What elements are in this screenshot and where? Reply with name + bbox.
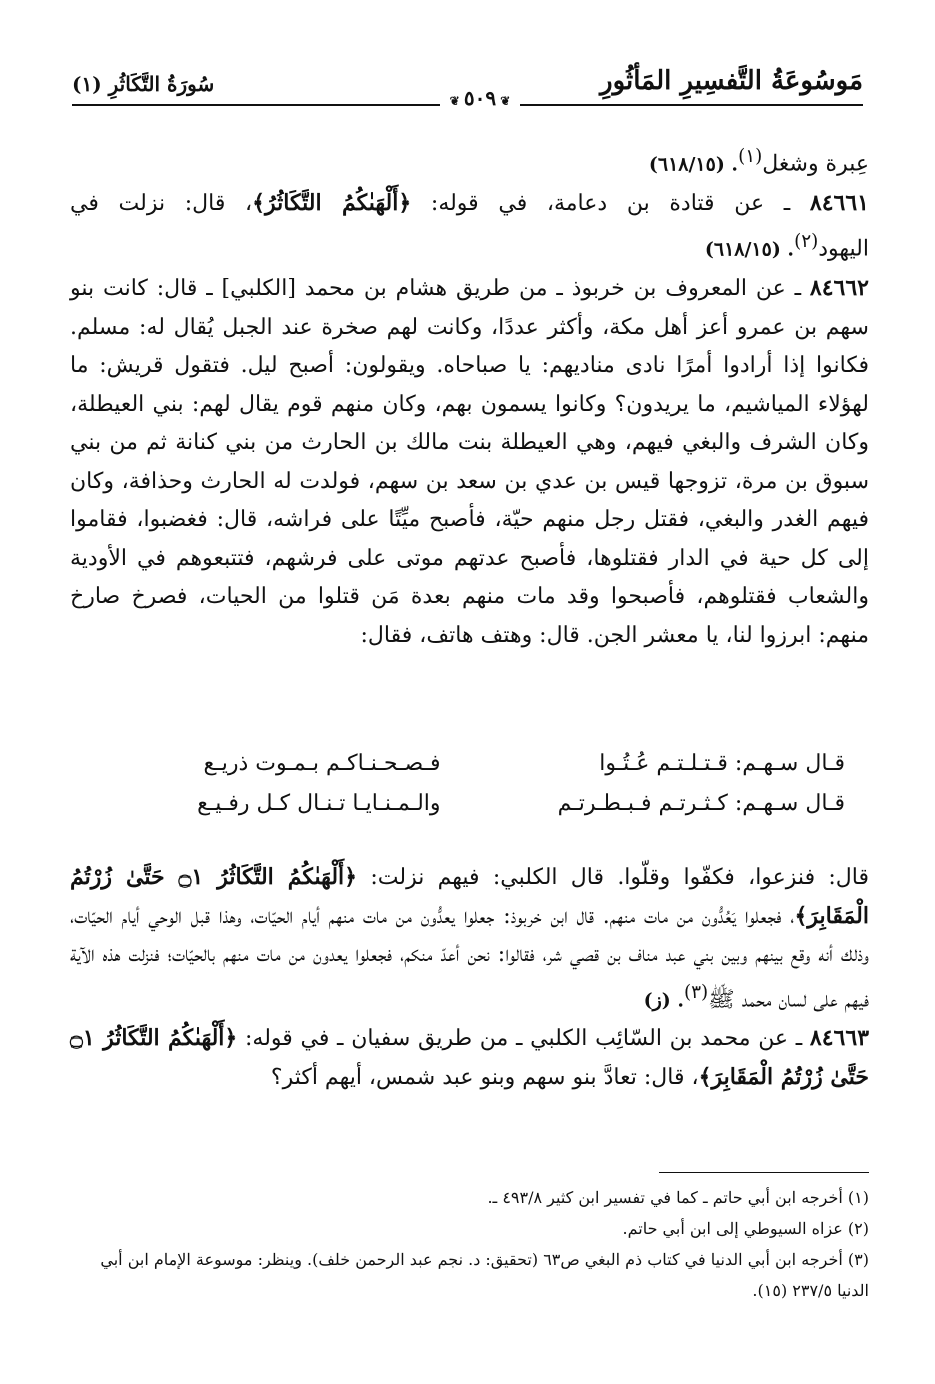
page-number-text: ٥٠٩ (463, 86, 497, 110)
ornament-left-icon: ❦ (496, 94, 511, 108)
narration-84662: ٨٤٦٦٢ ـ عن المعروف بن خربوذ ـ من طريق هشام بن محمد [الكلبي] ـ قال: كانت بنو سهم بن عمرو أعز أهل مكة، وأكثر عددًا، وكانت لهم صخرة عند الجبل يُقال له: مسلم. فكانوا إذا أرادوا أمرًا نادى مناديهم: يا صباحاه. ويقولون: أصبح ليل. فتقول قريش: ما لهؤلاء المياشيم، ما يريدون؟ وكانوا يسمون بهم، وكان منهم قوم يقال لهم: بني العيطلة، وكان الشرف والبغي فيهم، وهي العيطلة بنت مالك بن الحارث من بني كنانة ثم من بني سبوق بن مرة، تزوجها قيس بن عدي بن سعد بن سهم، فولدت له الحارث وحذافة، وكان فيهم الغدر والبغي، فقتل رجل منهم حيّة، فأصبح ميِّتًا على فراشه، قال: فغضبوا، فقاموا إلى كل حية في الدار فقتلوها، فأصبح عدتهم موتى على فرشهم، فتتبعوهم في الأودية والشعاب فقتلوهم، فأصبحوا وقد مات منهم بعدة مَن قتلوا من الحيات، فصرخ صارخ منهم: ابرزوا لنا، يا معشر الجن. قال: وهتف هاتف، فقال: (70, 275, 870, 648)
page-number (440, 86, 520, 110)
reference: . (ز) (643, 989, 684, 1012)
hemistich: فـصـحـنـاكـم بـمـوت ذريـع (203, 751, 441, 776)
poem (96, 744, 845, 824)
poem-verse (96, 784, 845, 824)
reference: . (٦١٨/١٥) (704, 238, 795, 261)
main-text-continued (70, 858, 869, 1097)
book-title: مَوسُوعَةُ التَّفسِيرِ المَأثُورِ (600, 66, 863, 96)
footnote: (٢) عزاه السيوطي إلى ابن أبي حاتم. (622, 1219, 869, 1238)
quran-verse: ﴿أَلْهَىٰكُمُ التَّكَاثُرُ ۝١ حَتَّىٰ زُرْتُمُ الْمَقَابِرَ﴾ (70, 1025, 869, 1091)
hemistich: والـمـنـايـا تـنـال كـل رفـيـع (197, 791, 441, 816)
narration-number: ٨٤٦٦٢ (809, 275, 869, 302)
quran-verse: ﴿أَلْهَىٰكُمُ التَّكَاثُرُ﴾ (252, 189, 412, 216)
footnote-marker: (٢) (794, 231, 819, 253)
footnote: (١) أخرجه ابن أبي حاتم ـ كما في تفسير ابن كثير ٤٩٣/٨ ـ. (487, 1188, 869, 1207)
surah-title: سُورَةُ التَّكَاثُرِ (١) (72, 72, 215, 96)
narration-number: ٨٤٦٦١ (809, 189, 869, 216)
narration-84661: ٨٤٦٦١ ـ عن قتادة بن دعامة، في قوله: ﴿أَلْهَىٰكُمُ التَّكَاثُرُ﴾، قال: نزلت في اليهود$^{(٢)}$. (٦١٨/١٥) (70, 189, 869, 262)
hemistich: قـال سـهـم: قـتـلـتـم عُـتُـوا (599, 751, 845, 776)
footnote-separator (659, 1172, 869, 1173)
quran-verse: ﴿أَلْهَىٰكُمُ التَّكَاثُرُ ۝١ حَتَّىٰ زُرْتُمُ الْمَقَابِرَ﴾ (70, 864, 869, 929)
narration-84663: ٨٤٦٦٣ ـ عن محمد بن السّائِب الكلبي ـ من طريق سفيان ـ في قوله: ﴿أَلْهَىٰكُمُ التَّكَاثُرُ ۝١ حَتَّىٰ زُرْتُمُ الْمَقَابِرَ﴾، قال: تعادَّ بنو سهم وبنو عبد شمس، أيهم أكثر؟ (70, 1025, 870, 1091)
narration-84662-continued: قال: فنزعوا، فكفّوا وقلّوا. قال الكلبي: فيهم نزلت: ﴿أَلْهَىٰكُمُ التَّكَاثُرُ ۝١ حَتَّىٰ زُرْتُمُ الْمَقَابِرَ﴾، فجعلوا يَعُدُّون من مات منهم. قال ابن خربوذ: جعلوا يعدُّون من مات منهم أيام الحيّات، وهذا قبل الوحي أيام الحيّات، وذلك أنه وقع بينهم وبين بني عبد مناف بن قصي شر، فقالوا: نحن أعدّ منكم، فجعلوا يعدون من مات منهم بالحيّات؛ فنزلت هذه الآية فيهم على لسان محمد ﷺ$^{(٣)}$. (ز) (70, 864, 870, 1013)
footnote-marker: (١) (738, 146, 763, 167)
hemistich: قـال سـهـم: كـثـرتـم فـبـطـرتـم (557, 791, 845, 816)
paragraph-continuation: عِبرة وشغل$^{(١)}$. (٦١٨/١٥) (648, 146, 869, 177)
footnotes (70, 1182, 869, 1306)
narration-number: ٨٤٦٦٣ (809, 1025, 870, 1052)
main-text (70, 138, 869, 655)
footnote: (٣) أخرجه ابن أبي الدنيا في كتاب ذم البغي ص٦٣ (تحقيق: د. نجم عبد الرحمن خلف). وينظر: موسوعة الإمام ابن أبي الدنيا ٢٣٧/٥ (١٥). (100, 1250, 869, 1300)
ornament-right-icon: ❦ (449, 94, 464, 108)
footnote-marker: (٣) (683, 982, 709, 1003)
poem-verse (96, 744, 845, 784)
reference: . (٦١٨/١٥) (648, 153, 739, 176)
